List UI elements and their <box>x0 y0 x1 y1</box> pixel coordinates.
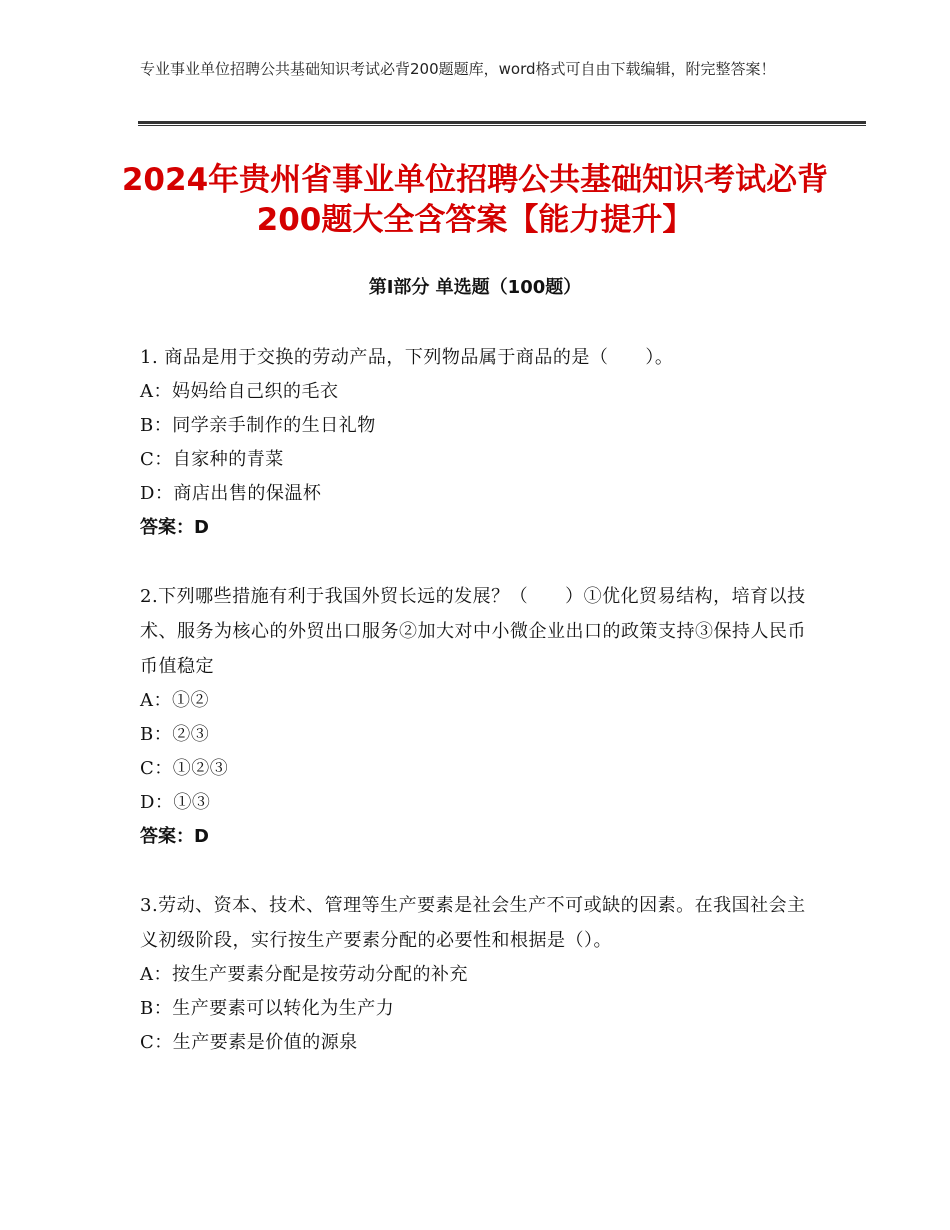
question-3 <box>140 888 810 1060</box>
question-2 <box>140 579 810 854</box>
header-note: 专业事业单位招聘公共基础知识考试必背200题题库，word格式可自由下载编辑，附完整答案！ <box>140 60 776 78</box>
question-stem: 3.劳动、资本、技术、管理等生产要素是社会生产不可或缺的因素。在我国社会主义初级阶段，实行按生产要素分配的必要性和根据是（）。 <box>140 895 806 951</box>
option-d: D：商店出售的保温杯 <box>140 483 322 504</box>
header-divider <box>138 121 866 126</box>
option-c: C：生产要素是价值的源泉 <box>140 1032 358 1053</box>
option-b: B：生产要素可以转化为生产力 <box>140 998 395 1019</box>
question-list <box>140 340 810 1094</box>
option-d: D：①③ <box>140 792 211 813</box>
option-c: C：自家种的青菜 <box>140 449 284 470</box>
option-c: C：①②③ <box>140 758 229 779</box>
question-stem: 2.下列哪些措施有利于我国外贸长远的发展？（ ）①优化贸易结构，培育以技术、服务为核心的外贸出口服务②加大对中小微企业出口的政策支持③保持人民币币值稳定 <box>140 586 806 677</box>
question-stem: 1. 商品是用于交换的劳动产品，下列物品属于商品的是（ ）。 <box>140 347 674 368</box>
option-b: B：同学亲手制作的生日礼物 <box>140 415 376 436</box>
document-title: 2024年贵州省事业单位招聘公共基础知识考试必背200题大全含答案【能力提升】 <box>121 162 829 238</box>
option-a: A：妈妈给自己织的毛衣 <box>140 381 339 402</box>
answer: 答案：D <box>140 826 209 847</box>
answer: 答案：D <box>140 517 209 538</box>
option-a: A：①② <box>140 690 209 711</box>
section-title: 第Ⅰ部分 单选题（100题） <box>368 277 582 298</box>
option-a: A：按生产要素分配是按劳动分配的补充 <box>140 964 468 985</box>
option-b: B：②③ <box>140 724 210 745</box>
question-1 <box>140 340 810 545</box>
